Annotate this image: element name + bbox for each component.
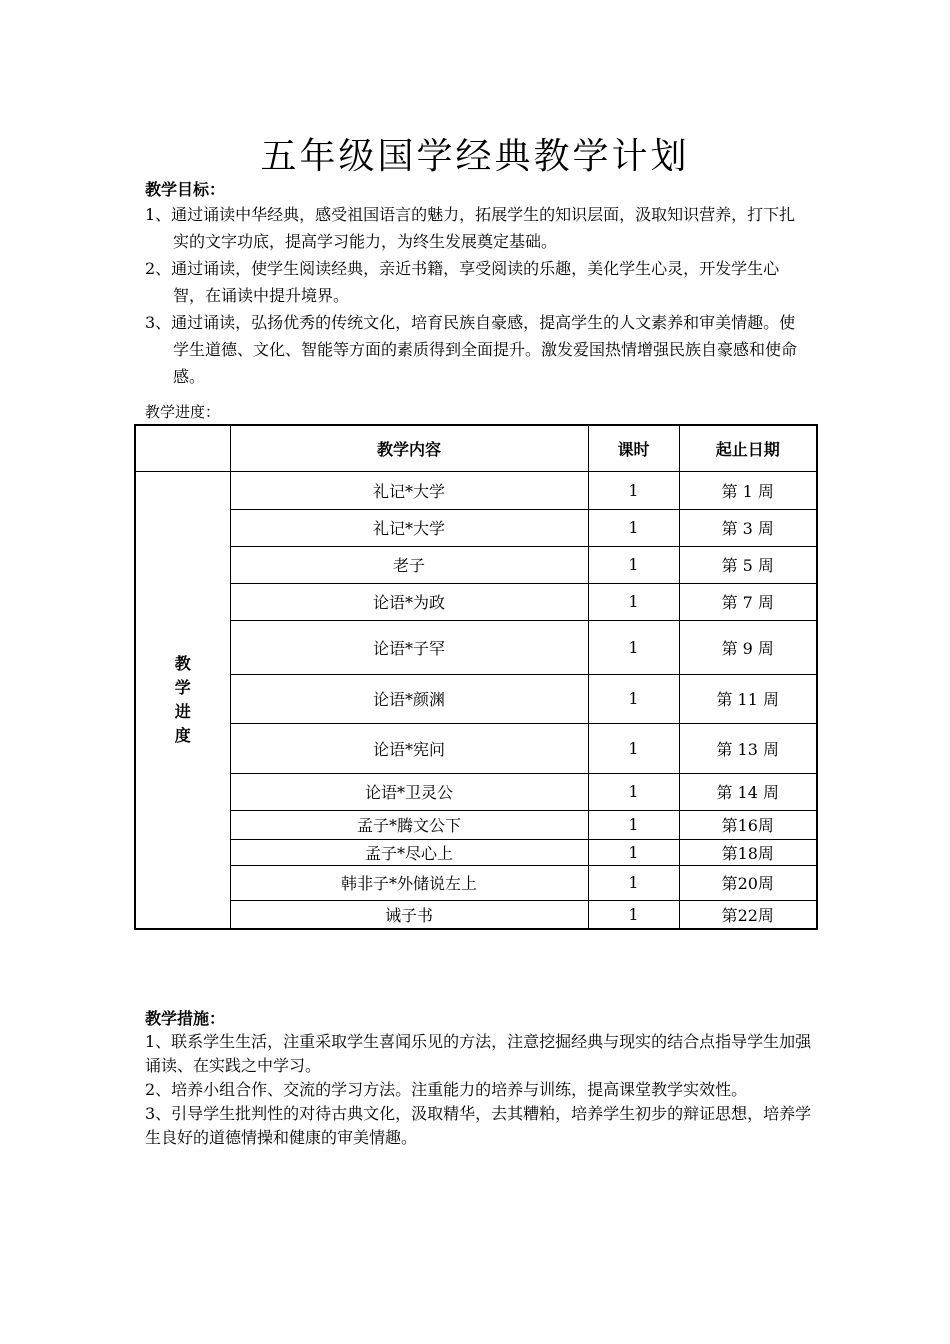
measure-item: 1、联系学生生活，注重采取学生喜闻乐见的方法，注意挖掘经典与现实的结合点指导学生加强诵读、在实践之中学习。 [145,1032,812,1075]
cell-content: 论语*为政 [230,583,588,620]
page-title: 五年级国学经典教学计划 [260,136,690,177]
goal-item: 2、通过诵读，使学生阅读经典，亲近书籍，享受阅读的乐趣，美化学生心灵，开发学生心智，在诵读中提升境界。 [145,259,780,305]
cell-hours: 1 [588,900,679,929]
schedule-table [134,424,818,930]
column-header-hours: 课时 [588,425,679,471]
cell-content: 论语*子罕 [230,620,588,674]
cell-hours: 1 [588,674,679,723]
cell-content: 老子 [230,546,588,583]
cell-hours: 1 [588,723,679,773]
cell-hours: 1 [588,620,679,674]
cell-hours: 1 [588,546,679,583]
side-label-char: 度 [174,725,191,745]
cell-week: 第20周 [679,865,817,900]
cell-week: 第 11 周 [679,674,817,723]
measures-heading: 教学措施： [145,1009,226,1028]
progress-label: 教学进度： [145,403,221,421]
table-row [135,620,817,674]
cell-week: 第 14 周 [679,773,817,810]
table-row [135,865,817,900]
measures-list [145,1030,815,1150]
side-label-char: 进 [174,701,191,721]
cell-week: 第 13 周 [679,723,817,773]
cell-content: 礼记*大学 [230,471,588,509]
side-label-char: 学 [174,677,191,697]
goals-list [145,201,810,390]
table-row [135,773,817,810]
column-header-dates: 起止日期 [679,425,817,471]
table-row [135,546,817,583]
cell-week: 第 9 周 [679,620,817,674]
column-header-content: 教学内容 [230,425,588,471]
cell-content: 韩非子*外储说左上 [230,865,588,900]
table-row [135,583,817,620]
measure-item: 3、引导学生批判性的对待古典文化，汲取精华，去其糟粕，培养学生初步的辩证思想，培养学生良好的道德情操和健康的审美情趣。 [145,1104,812,1147]
cell-hours: 1 [588,810,679,839]
cell-week: 第22周 [679,900,817,929]
cell-content: 论语*宪问 [230,723,588,773]
cell-week: 第 5 周 [679,546,817,583]
cell-week: 第 3 周 [679,509,817,546]
cell-hours: 1 [588,839,679,865]
cell-week: 第 7 周 [679,583,817,620]
cell-content: 论语*卫灵公 [230,773,588,810]
cell-hours: 1 [588,773,679,810]
cell-hours: 1 [588,471,679,509]
goals-heading: 教学目标： [145,180,226,199]
table-row [135,509,817,546]
cell-content: 孟子*尽心上 [230,839,588,865]
empty-header-cell [135,425,230,471]
side-label-char: 教 [174,653,191,673]
cell-week: 第16周 [679,810,817,839]
goal-item: 3、通过诵读，弘扬优秀的传统文化，培育民族自豪感，提高学生的人文素养和审美情趣。使学生道德、文化、智能等方面的素质得到全面提升。激发爱国热情增强民族自豪感和使命感。 [145,313,798,386]
cell-content: 孟子*腾文公下 [230,810,588,839]
progress-side-label [135,471,230,929]
goal-item: 1、通过诵读中华经典，感受祖国语言的魅力，拓展学生的知识层面，汲取知识营养，打下扎实的文字功底，提高学习能力，为终生发展奠定基础。 [145,205,796,251]
cell-week: 第18周 [679,839,817,865]
cell-hours: 1 [588,865,679,900]
table-row [135,723,817,773]
table-header-row [135,425,817,471]
table-row [135,839,817,865]
cell-content: 论语*颜渊 [230,674,588,723]
table-row [135,674,817,723]
cell-hours: 1 [588,583,679,620]
measure-item: 2、培养小组合作、交流的学习方法。注重能力的培养与训练，提高课堂教学实效性。 [145,1080,748,1099]
cell-hours: 1 [588,509,679,546]
cell-content: 诫子书 [230,900,588,929]
table-row [135,471,817,509]
table-row [135,900,817,929]
table-row [135,810,817,839]
cell-content: 礼记*大学 [230,509,588,546]
cell-week: 第 1 周 [679,471,817,509]
